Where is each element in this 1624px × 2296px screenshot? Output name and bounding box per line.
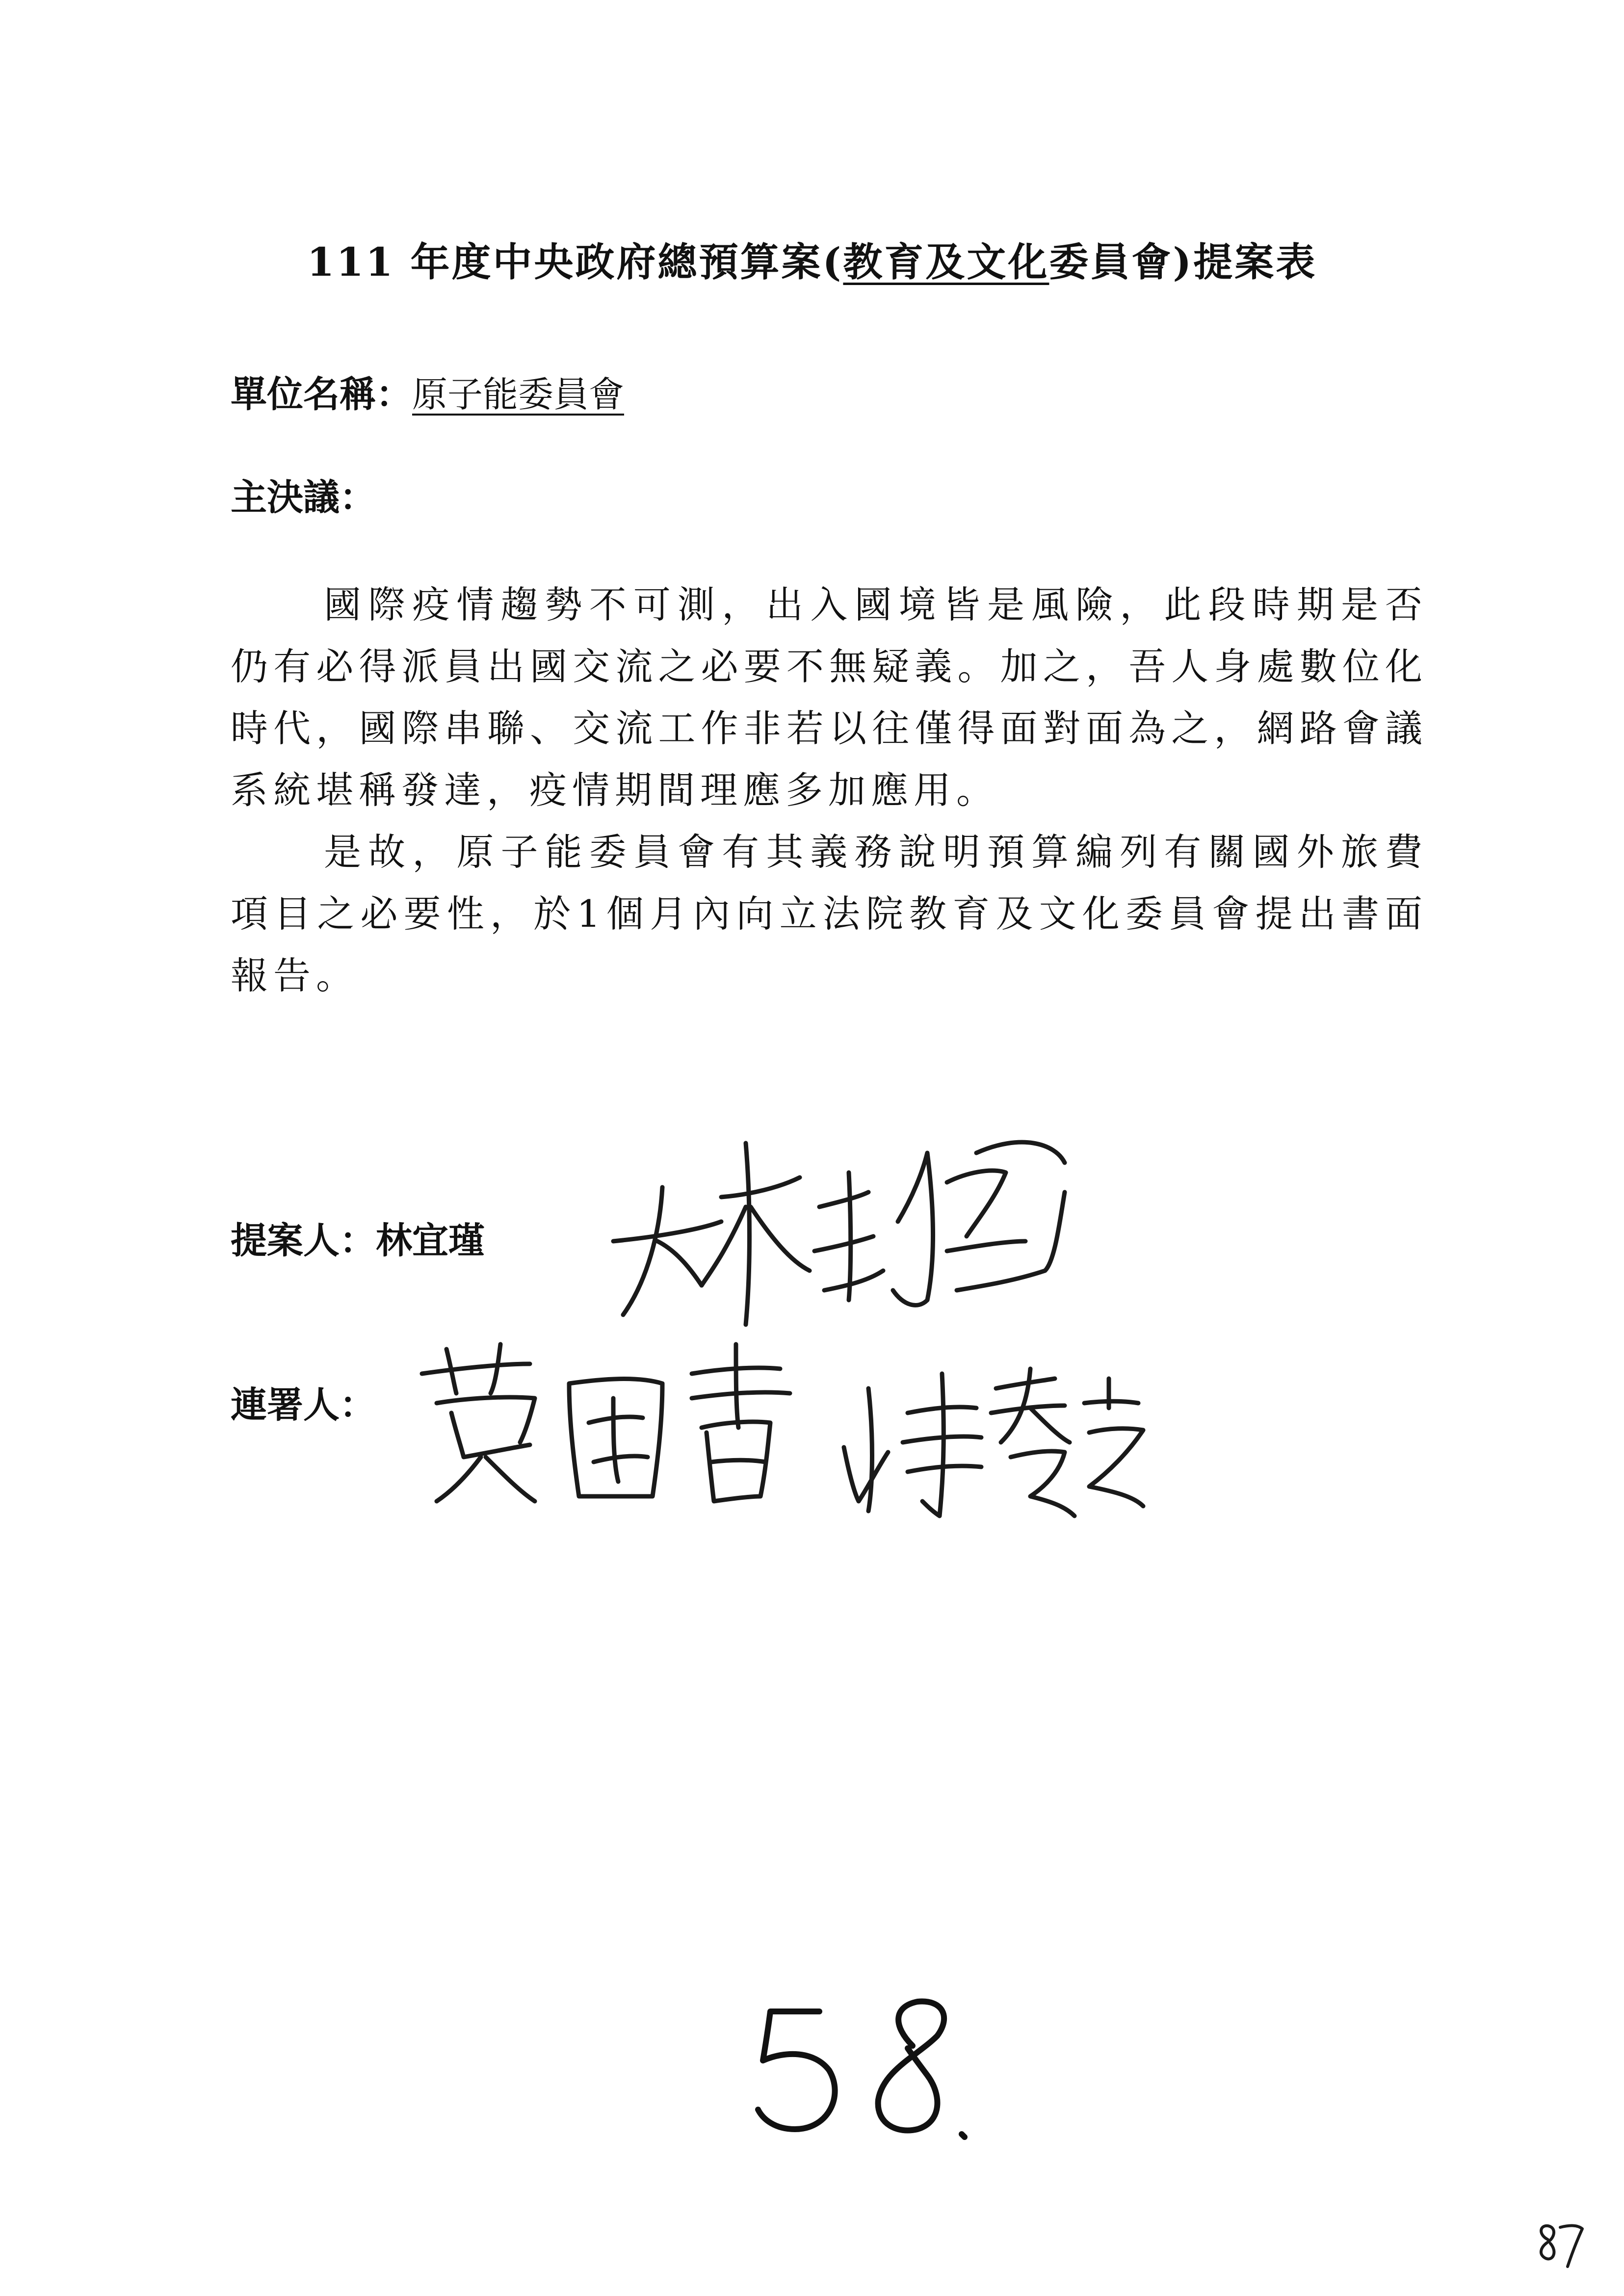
proposer-name: 林宜瑾: [376, 1220, 485, 1262]
unit-value: 原子能委員會: [412, 374, 625, 415]
unit-label: 單位名稱：: [231, 373, 412, 416]
unit-row: [231, 365, 624, 417]
resolution-paragraph-2: 是故，原子能委員會有其義務說明預算編列有關國外旅費項目之必要性，於1個月內向立法院教育及文化委員會提出書面報告。: [231, 830, 1428, 997]
form-title: [0, 231, 1624, 287]
handwritten-number: [746, 1987, 1001, 2154]
cosigner-label: 連署人：: [231, 1384, 376, 1426]
proposer-label: 提案人：: [231, 1220, 376, 1262]
proposer-signature: [603, 1123, 1070, 1330]
cosigner-signature-2: [834, 1359, 1148, 1521]
title-committee: 教育及文化: [843, 239, 1049, 285]
cosigner-signature-1: [417, 1334, 800, 1511]
resolution-body: [231, 574, 1428, 1007]
proposer-row: [231, 1212, 485, 1264]
title-prefix: 111 年度中央政府總預算案(: [307, 239, 843, 285]
title-suffix: 委員會)提案表: [1049, 239, 1317, 285]
page-number: [1531, 2220, 1590, 2274]
resolution-paragraph-1: 國際疫情趨勢不可測，出入國境皆是風險，此段時期是否仍有必得派員出國交流之必要不無疑義。加之，吾人身處數位化時代，國際串聯、交流工作非若以往僅得面對面為之，網路會議系統堪稱發達，疫情期間理應多加應用。: [231, 583, 1428, 812]
resolution-label: 主決議：: [231, 476, 376, 519]
